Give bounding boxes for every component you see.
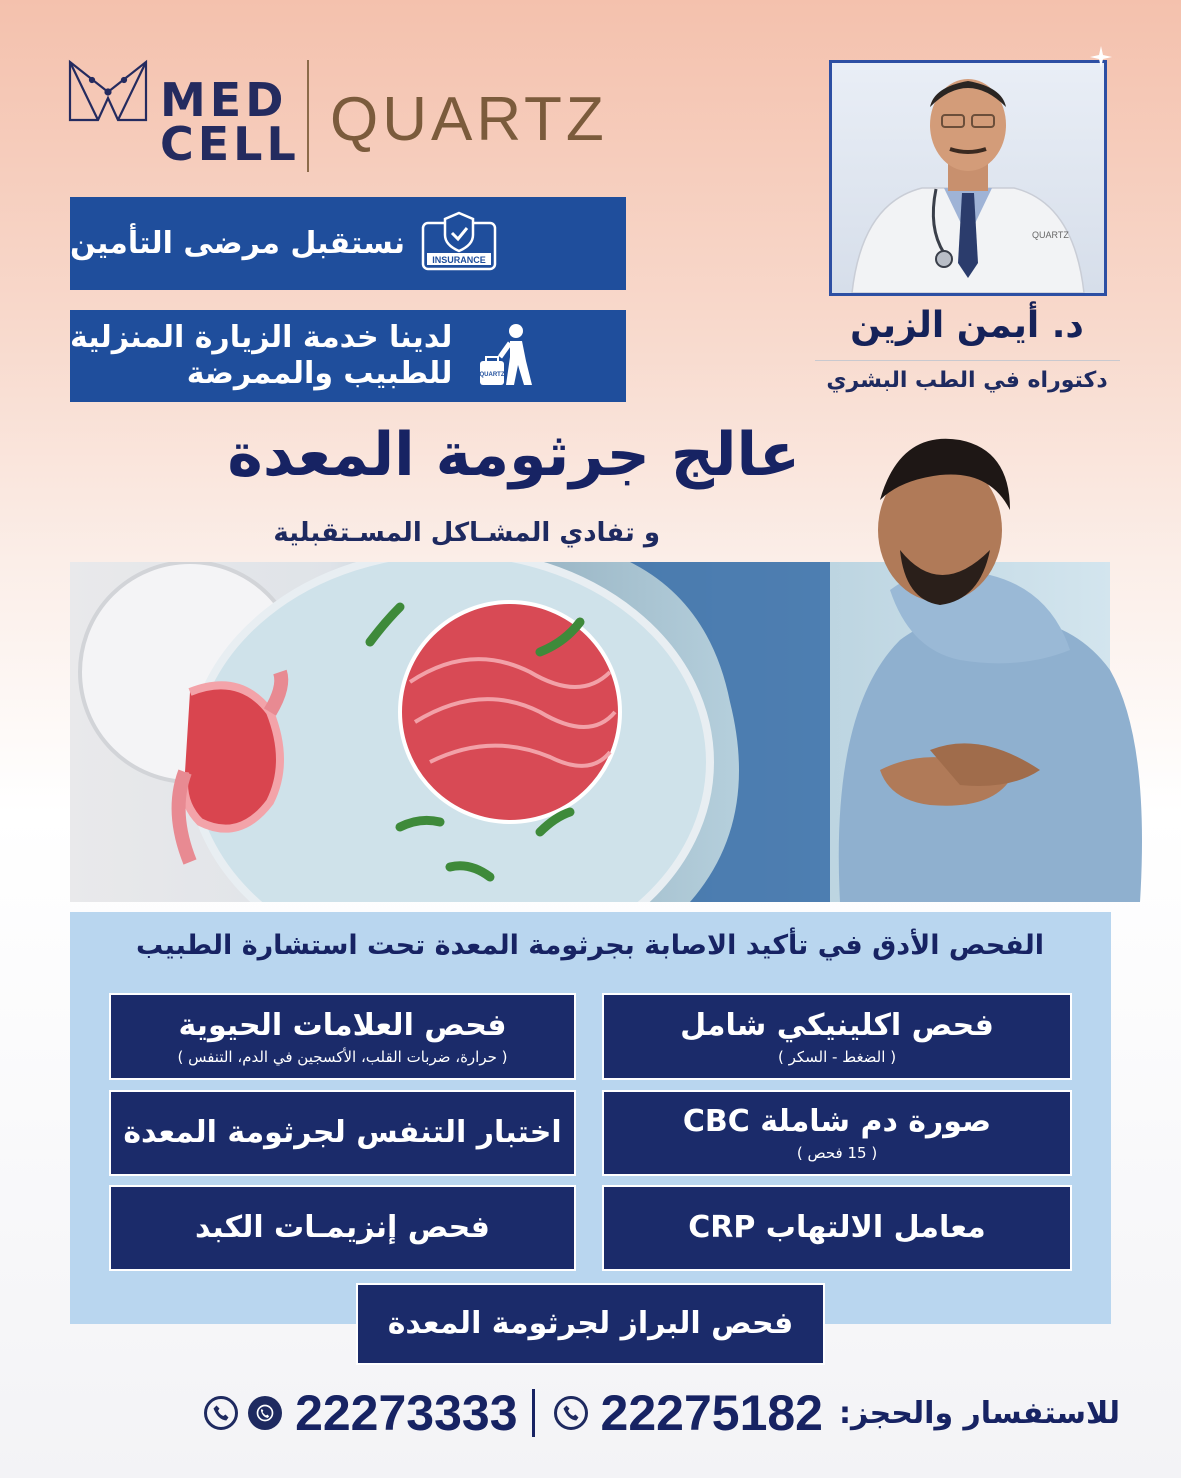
exam-clinical	[602, 993, 1072, 1080]
footer-separator	[532, 1389, 535, 1437]
phone-icon[interactable]	[204, 1396, 238, 1430]
exam-liver-enzymes	[109, 1185, 576, 1271]
exam-detail: ( الضغط - السكر )	[777, 1047, 897, 1066]
exam-label: فحص البراز لجرثومة المعدة	[387, 1306, 794, 1341]
doctor-name: د. أيمن الزين	[850, 305, 1084, 346]
home-visit-line1: لدينا خدمة الزيارة المنزلية	[70, 320, 453, 355]
exam-breath-test	[109, 1090, 576, 1176]
walking-person-icon	[466, 321, 546, 391]
exam-label: فحص العلامات الحيوية	[178, 1007, 507, 1043]
exam-label: معامل الالتهاب CRP	[688, 1210, 986, 1245]
exam-stool-test	[356, 1283, 825, 1365]
whatsapp-icon[interactable]	[248, 1396, 282, 1430]
doctor-coat-badge: QUARTZ	[1032, 230, 1069, 240]
headline: عالج جرثومة المعدة	[227, 420, 800, 490]
logo-divider	[307, 60, 309, 172]
medcell-logo-mark	[68, 58, 150, 124]
doctor-photo	[829, 60, 1107, 296]
phone-number-1[interactable]: 22275182	[600, 1385, 823, 1441]
phone-icon[interactable]	[554, 1396, 588, 1430]
home-visit-banner	[70, 310, 626, 402]
exam-cbc	[602, 1090, 1072, 1176]
exam-label: فحص اكلينيكي شامل	[680, 1007, 994, 1043]
insurance-card-icon	[419, 209, 499, 279]
bag-icon-label: QUARTZ	[479, 372, 505, 378]
subheadline: و تفادي المشـاكل المسـتقبلية	[273, 518, 660, 548]
exam-detail: ( حرارة، ضربات القلب، الأكسجين في الدم، التنفس )	[177, 1047, 508, 1066]
brand-cell: CELL	[160, 117, 300, 171]
phone-number-2[interactable]: 22273333	[295, 1385, 518, 1441]
doctor-title: دكتوراه في الطب البشري	[826, 368, 1108, 393]
home-visit-line2: للطبيب والممرضة	[186, 356, 453, 391]
exam-vital-signs	[109, 993, 576, 1080]
exam-crp	[602, 1185, 1072, 1271]
exams-panel-title: الفحص الأدق في تأكيد الاصابة بجرثومة المعدة تحت استشارة الطبيب	[135, 930, 1044, 961]
man-stomach-pain-photo	[820, 410, 1150, 902]
sparkle-icon	[1090, 46, 1112, 68]
home-visit-text	[70, 320, 452, 392]
insurance-text: نستقبل مرضى التأمين	[70, 225, 405, 261]
exam-label: اختبار التنفس لجرثومة المعدة	[123, 1115, 562, 1150]
exam-detail: ( 15 فحص )	[796, 1144, 878, 1162]
brand-med: MED	[160, 73, 288, 127]
insurance-icon-label: INSURANCE	[432, 254, 486, 265]
exam-label: فحص إنزيمـات الكبد	[195, 1210, 490, 1245]
contact-footer	[60, 1378, 1120, 1448]
contact-label: للاستفسار والحجز:	[839, 1395, 1120, 1431]
brand-quartz: QUARTZ	[330, 85, 608, 154]
exam-label: صورة دم شاملة CBC	[682, 1104, 992, 1139]
brand-medcell	[160, 73, 300, 171]
insurance-banner	[70, 197, 626, 290]
doctor-divider	[815, 360, 1120, 361]
